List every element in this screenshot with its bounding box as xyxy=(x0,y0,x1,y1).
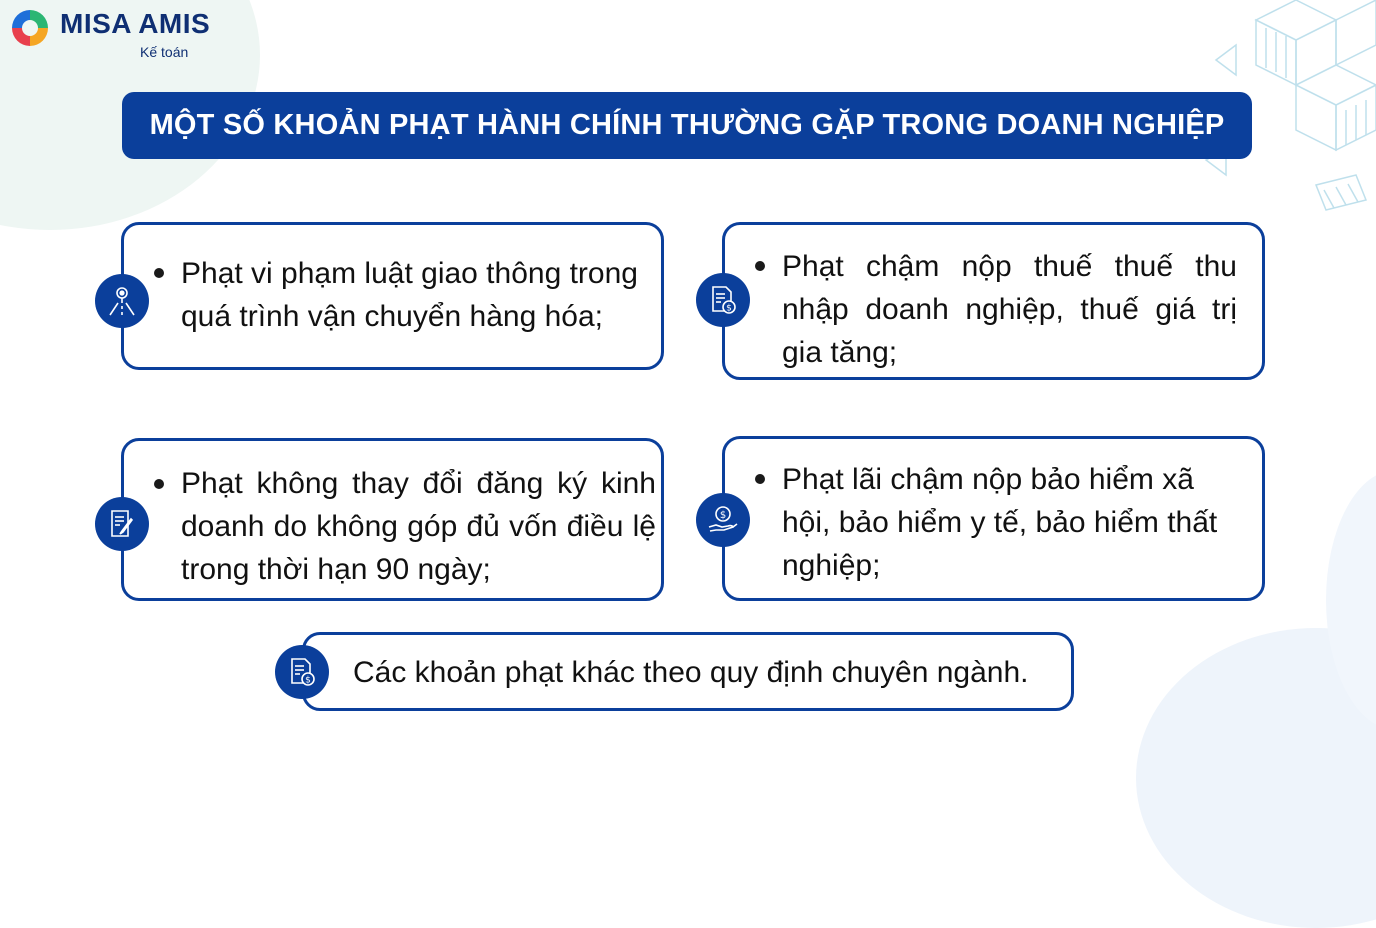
penalty-text: Các khoản phạt khác theo quy định chuyên ngành. xyxy=(353,656,1029,689)
penalty-text: Phạt không thay đổi đăng ký kinh doanh do không góp đủ vốn điều lệ trong thời hạn 90 ngày; xyxy=(181,467,656,586)
misa-logo-icon xyxy=(10,8,50,48)
bullet-point xyxy=(154,268,164,278)
penalty-text: Phạt chậm nộp thuế thuế thu nhập doanh nghiệp, thuế giá trị gia tăng; xyxy=(782,250,1237,369)
bullet-point xyxy=(755,261,765,271)
registration-form-icon xyxy=(95,497,149,551)
penalty-text: Phạt vi phạm luật giao thông trong quá trình vận chuyển hàng hóa; xyxy=(181,257,638,333)
regulation-document-icon xyxy=(275,645,329,699)
traffic-road-icon xyxy=(95,274,149,328)
penalty-card-traffic xyxy=(121,222,664,370)
brand-name: MISA AMIS xyxy=(60,8,211,39)
misa-amis-logo xyxy=(10,6,220,62)
svg-text:$: $ xyxy=(726,303,732,314)
brand-product: Kế toán xyxy=(140,44,189,60)
page-title: MỘT SỐ KHOẢN PHẠT HÀNH CHÍNH THƯỜNG GẶP TRONG DOANH NGHIỆP xyxy=(149,109,1225,141)
penalty-card-tax xyxy=(722,222,1265,380)
penalty-card-business-registration xyxy=(121,438,664,601)
penalty-text: Phạt lãi chậm nộp bảo hiểm xã hội, bảo hiểm y tế, bảo hiểm thất nghiệp; xyxy=(782,463,1218,582)
svg-text:$: $ xyxy=(305,675,311,686)
bullet-point xyxy=(755,474,765,484)
title-banner xyxy=(122,92,1252,159)
tax-document-icon xyxy=(696,273,750,327)
penalty-card-insurance xyxy=(719,436,1265,601)
penalty-card-other xyxy=(302,632,1074,711)
svg-text:$: $ xyxy=(719,510,727,521)
money-hand-icon xyxy=(696,493,750,547)
bullet-point xyxy=(154,479,164,489)
